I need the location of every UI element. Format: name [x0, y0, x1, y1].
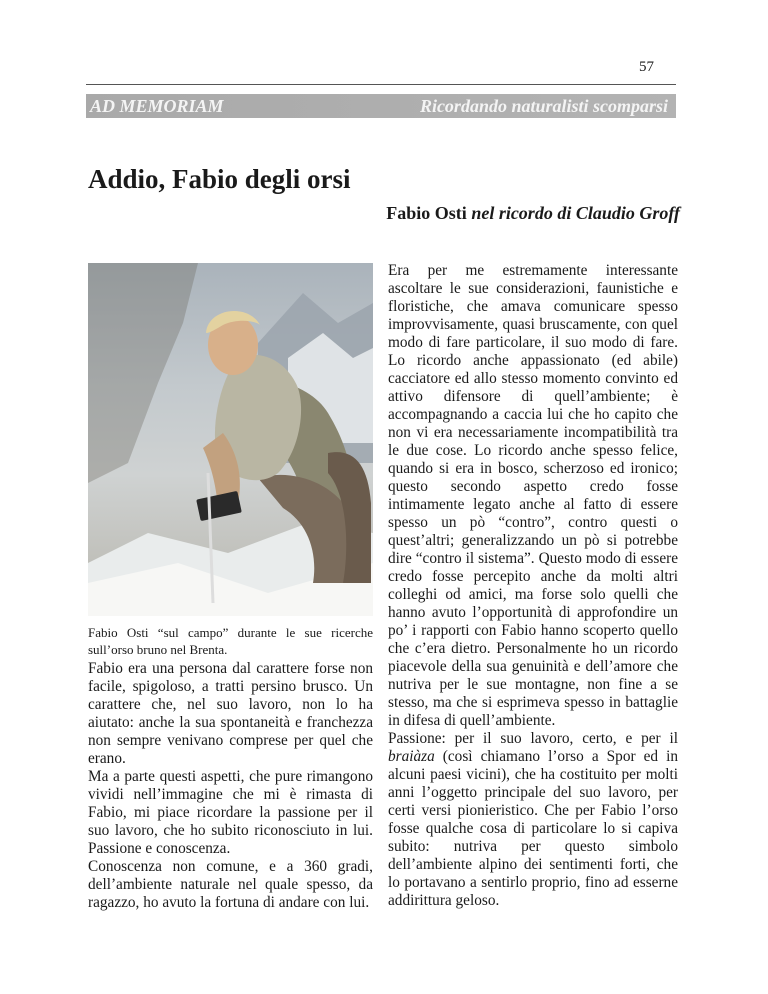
- body-column-left: [88, 660, 373, 912]
- header-rule: [86, 84, 676, 85]
- portrait-photo: [88, 263, 373, 616]
- body-paragraph: Fabio era una persona dal carattere forse non facile, spigoloso, a tratti persino brusco. Un carattere che, nel suo lavoro, non lo ha aiutato: anche la sua spontaneità e franchezza non sempre venivano comprese per quel che erano.: [88, 660, 373, 767]
- section-label-left: AD MEMORIAM: [90, 96, 224, 116]
- body-paragraph: Ma a parte questi aspetti, che pure rimangono vividi nell’immagine che mi è rimasta di Fabio, mi piace ricordare la passione per il suo lavoro, che ho subito riconosciuto in lui. Passione e conoscenza.: [88, 768, 373, 857]
- photo-caption: Fabio Osti “sul campo” durante le sue ricerche sull’orso bruno nel Brenta.: [88, 625, 373, 657]
- body-paragraph: [388, 730, 678, 910]
- byline-suffix: nel ricordo di Claudio Groff: [471, 203, 680, 223]
- section-band: [86, 94, 676, 118]
- article-title: Addio, Fabio degli orsi: [88, 164, 351, 194]
- photo-illustration: [88, 263, 373, 616]
- body-text: Passione: per il suo lavoro, certo, e per il: [388, 730, 678, 747]
- body-column-right: [388, 262, 678, 910]
- body-paragraph: Conoscenza non comune, e a 360 gradi, dell’ambiente naturale nel quale spesso, da ragazzo, ho avuto la fortuna di andare con lui.: [88, 858, 373, 911]
- body-paragraph: Era per me estremamente interessante ascoltare le sue considerazioni, faunistiche e floristiche, che amava comunicare spesso improvvisamente, quasi bruscamente, con quel modo di fare particolare, il suo modo di fare. Lo ricordo anche appassionato (ed abile) cacciatore ed allo stesso momento convinto ed attivo difensore di quell’ambiente; è accompagnando a caccia lui che ho capito che non vi era necessariamente incompatibilità tra le due cose. Lo ricordo anche spesso felice, quando si era in bosco, scherzoso ed ironico; questo secondo aspetto credo fosse intimamente legato anche al fatto di essere spesso un pò “contro”, contro questi o quest’altri; generalizzando un pò si potrebbe dire “contro il sistema”. Questo modo di essere credo fosse percepito anche da molti altri colleghi od amici, ma forse solo quelli che hanno avuto l’opportunità di approfondire un po’ i rapporti con Fabio hanno scoperto quello che c’era dietro. Personalmente ho un ricordo piacevole della sua genuinità e dell’amore che nutriva per le sue montagne, non fine a se stesso, ma che si esprimeva spesso in battaglie in difesa di quell’ambiente.: [388, 262, 678, 729]
- section-label-right: Ricordando naturalisti scomparsi: [419, 96, 668, 116]
- body-text: (così chiamano l’orso a Spor ed in alcuni paesi vicini), che ha costituito per molti anni l’oggetto principale del suo lavoro, per certi versi pionieristico. Che per Fabio l’orso fosse qualche cosa di particolare lo si capiva subito: nutriva per questo simbolo dell’ambiente alpino dei sentimenti forti, che lo portavano a sentirlo proprio, fino ad esserne addirittura geloso.: [388, 748, 678, 909]
- dialect-term: braiàza: [388, 748, 435, 765]
- page-number: 57: [639, 59, 654, 75]
- byline-author: Fabio Osti: [386, 203, 467, 223]
- byline: [386, 203, 680, 224]
